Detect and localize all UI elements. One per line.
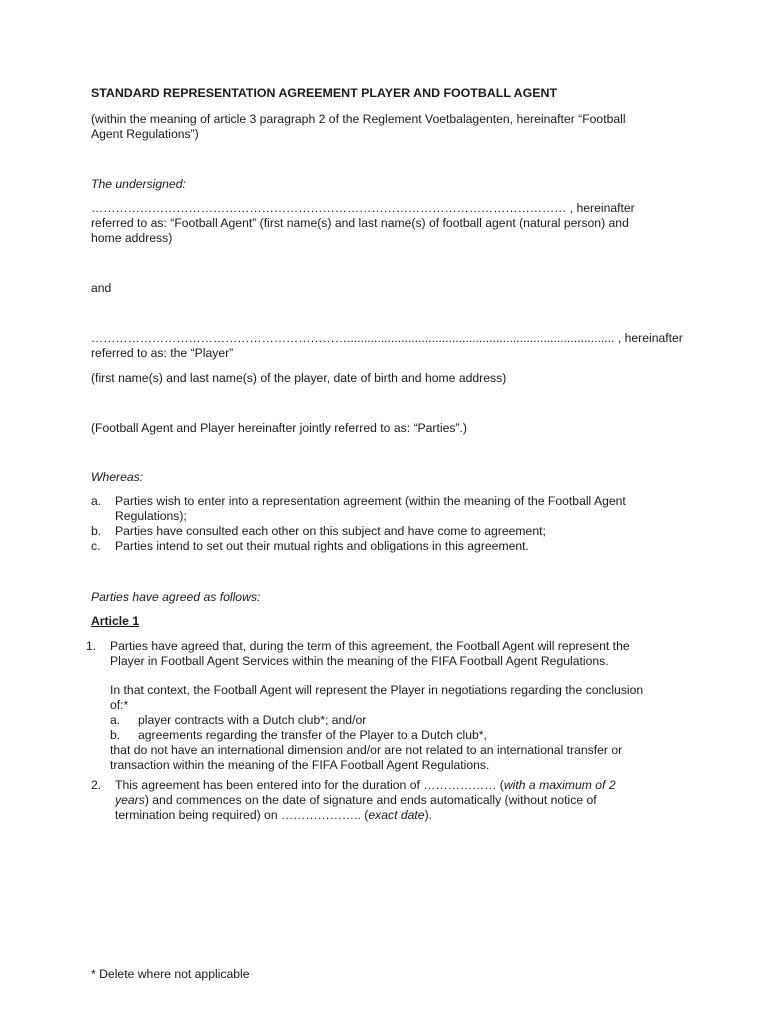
article-text-part: ). <box>424 808 433 822</box>
list-text: Parties intend to set out their mutual rights and obligations in this agreement. <box>115 539 529 553</box>
whereas-heading: Whereas: <box>91 470 144 484</box>
sub-marker: a. <box>110 713 121 727</box>
list-item <box>91 524 691 539</box>
article-text-italic: exact date <box>368 808 425 822</box>
article-text-part: This agreement has been entered into for the duration of ……………… ( <box>115 778 504 792</box>
sub-item <box>110 713 643 728</box>
list-item <box>91 494 691 524</box>
article-text-part: termination being required) on ……………….. ( <box>115 808 369 822</box>
footnote: * Delete where not applicable <box>91 967 250 981</box>
document-title: STANDARD REPRESENTATION AGREEMENT PLAYER AND FOOTBALL AGENT <box>91 86 558 100</box>
article-text-italic: years <box>115 793 145 807</box>
article-text <box>115 778 616 793</box>
sub-text: agreements regarding the transfer of the Player to a Dutch club*, <box>138 728 487 742</box>
player-note: (first name(s) and last name(s) of the player, date of birth and home address) <box>91 371 507 385</box>
agent-block <box>91 201 691 246</box>
closing-text: transaction within the meaning of the FIFA Football Agent Regulations. <box>110 758 490 772</box>
intro-line: (within the meaning of article 3 paragraph 2 of the Reglement Voetbalagenten, hereinafter “Football <box>91 112 626 126</box>
parties-note: (Football Agent and Player hereinafter jointly referred to as: “Parties”.) <box>91 421 467 435</box>
and-text: and <box>91 281 112 295</box>
intro-line: Agent Regulations”) <box>91 127 199 141</box>
agent-line: ……………………………………………………………………………………………………… , hereinafter <box>91 201 635 215</box>
list-item <box>91 539 691 554</box>
article-text-italic: with a maximum of 2 <box>503 778 616 792</box>
sub-marker: b. <box>110 728 121 742</box>
whereas-list <box>91 494 691 554</box>
article-text: Parties have agreed that, during the term of this agreement, the Football Agent will represent the <box>110 639 630 653</box>
article-heading: Article 1 <box>91 614 140 628</box>
article-marker: 1. <box>86 639 97 653</box>
list-marker: c. <box>91 539 101 553</box>
article-text <box>115 808 616 823</box>
article-item <box>91 778 691 823</box>
player-line: referred to as: the “Player” <box>91 346 234 360</box>
sub-text: player contracts with a Dutch club*; and/or <box>138 713 367 727</box>
closing-text: that do not have an international dimension and/or are not related to an international transfer or <box>110 743 623 757</box>
article-item <box>86 639 686 773</box>
list-text: Parties wish to enter into a representation agreement (within the meaning of the Football Agent <box>115 494 626 508</box>
article-marker: 2. <box>91 778 102 792</box>
player-block <box>91 331 691 361</box>
context-text: of:* <box>110 698 129 712</box>
undersigned-heading: The undersigned: <box>91 177 186 191</box>
player-line: ………………………………………………………............................................................................... , hereinafter <box>91 331 683 345</box>
article-text: Player in Football Agent Services within the meaning of the FIFA Football Agent Regulations. <box>110 654 609 668</box>
agreed-heading: Parties have agreed as follows: <box>91 590 261 604</box>
sub-item <box>110 728 643 743</box>
context-text: In that context, the Football Agent will represent the Player in negotiations regarding the conclusion <box>110 683 644 697</box>
list-text: Parties have consulted each other on this subject and have come to agreement; <box>115 524 546 538</box>
agent-line: referred to as: “Football Agent” (first name(s) and last name(s) of football agent (natural person) and <box>91 216 629 230</box>
intro-paragraph <box>91 112 691 142</box>
article-text <box>115 793 616 808</box>
list-marker: b. <box>91 524 102 538</box>
agent-line: home address) <box>91 231 173 245</box>
list-text: Regulations); <box>115 509 187 523</box>
list-marker: a. <box>91 494 102 508</box>
article-text-part: ) and commences on the date of signature and ends automatically (without notice of <box>144 793 597 807</box>
